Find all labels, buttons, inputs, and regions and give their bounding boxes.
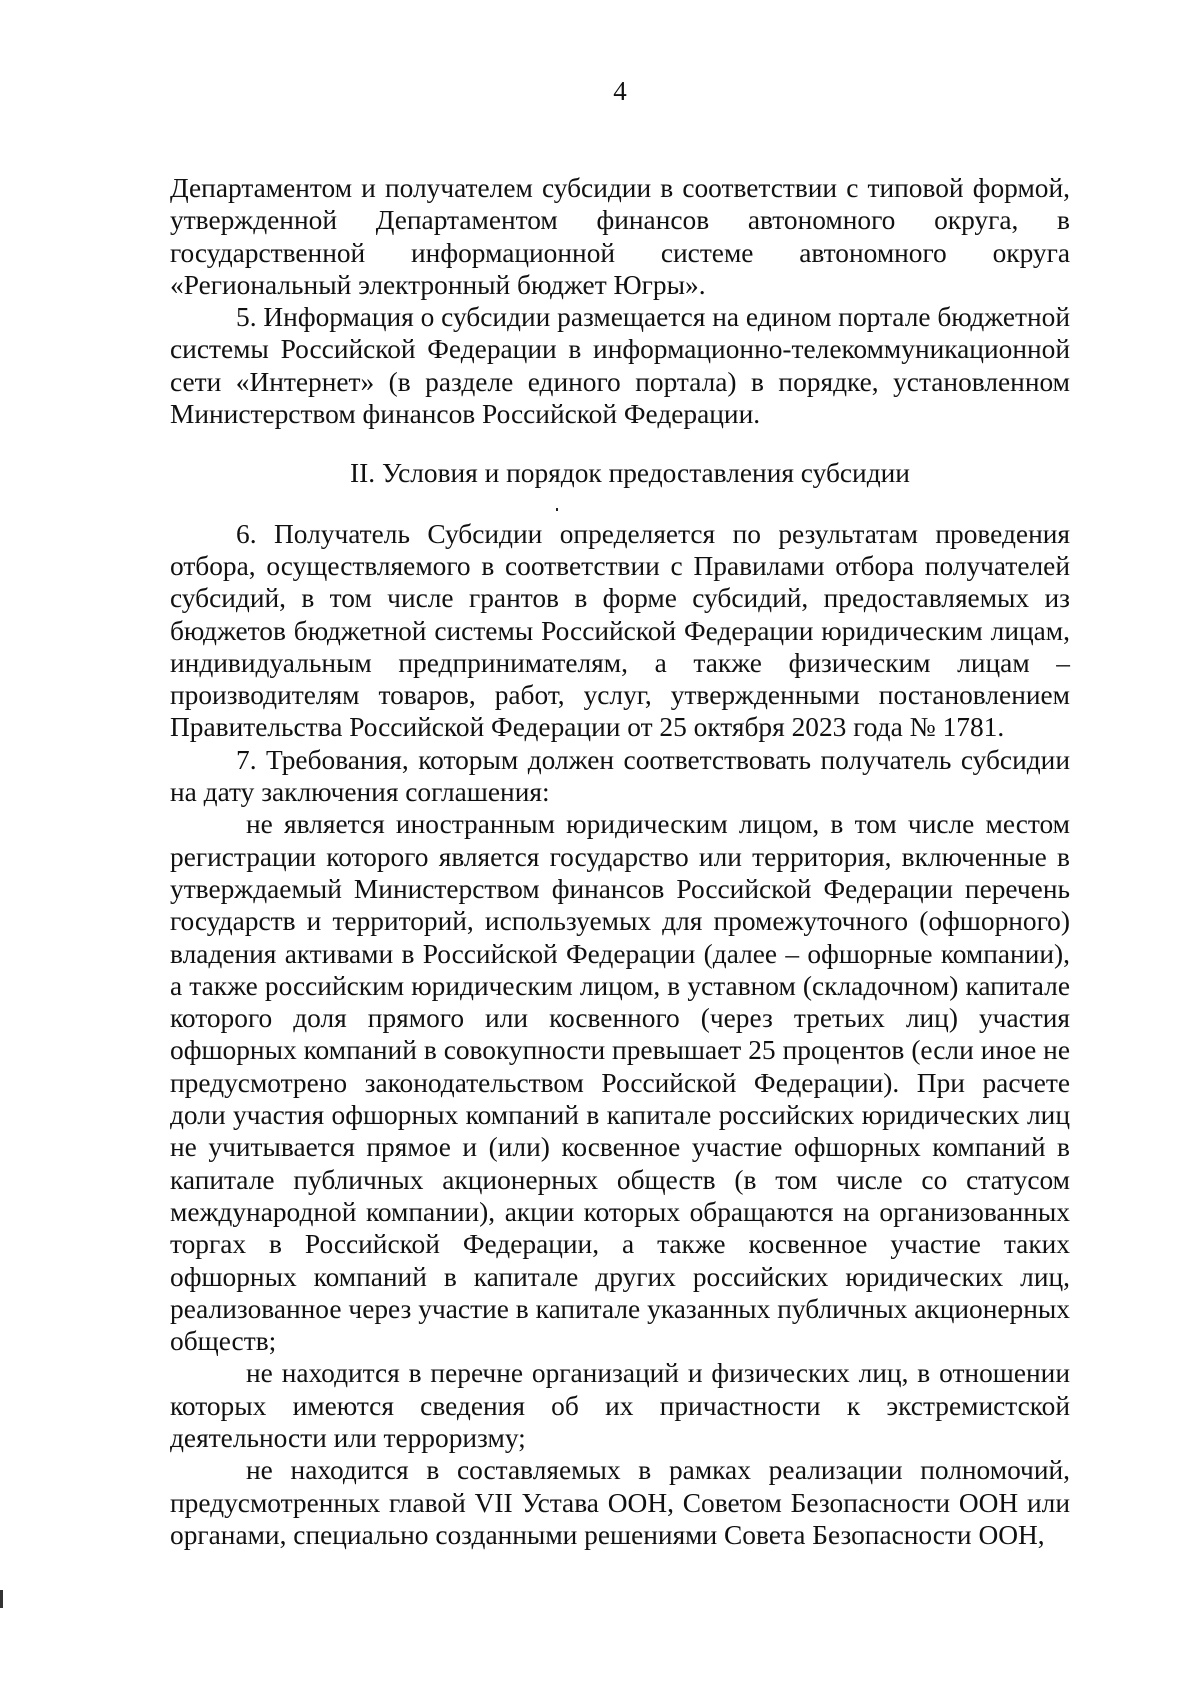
document-body — [170, 172, 1070, 1551]
paragraph-7: 7. Требования, которым должен соответствовать получатель субсидии на дату заключения соглашения: — [170, 744, 1070, 808]
scan-edge-mark — [0, 1590, 3, 1608]
scan-speck — [556, 508, 558, 511]
page-number: 4 — [613, 76, 627, 106]
paragraph-7-item-1: не является иностранным юридическим лицом, в том числе местом регистрации которого является государство или территория, включенные в утверждаемый Министерством финансов Российской Федерации перечень государств и территорий, используемых для промежуточного (офшорного) владения активами в Российской Федерации (далее – офшорные компании), а также российским юридическим лицом, в уставном (складочном) капитале которого доля прямого или косвенного (через третьих лиц) участия офшорных компаний в совокупности превышает 25 процентов (если иное не предусмотрено законодательством Российской Федерации). При расчете доли участия офшорных компаний в капитале российских юридических лиц не учитывается прямое и (или) косвенное участие офшорных компаний в капитале публичных акционерных обществ (в том числе со статусом международной компании), акции которых обращаются на организованных торгах в Российской Федерации, а также косвенное участие таких офшорных компаний в капитале других российских юридических лиц, реализованное через участие в капитале указанных публичных акционерных обществ; — [170, 809, 1070, 1357]
paragraph-5: 5. Информация о субсидии размещается на едином портале бюджетной системы Российской Федерации в информационно-телекоммуникационной сети «Интернет» (в разделе единого портала) в порядке, установленном Министерством финансов Российской Федерации. — [170, 302, 1071, 430]
paragraph-7-item-2: не находится в перечне организаций и физических лиц, в отношении которых имеются сведения об их причастности к экстремистской деятельности или терроризму; — [170, 1358, 1070, 1453]
paragraph-continuation: Департаментом и получателем субсидии в соответствии с типовой формой, утвержденной Департаментом финансов автономного округа, в государственной информационной системе автономного округа «Региональный электронный бюджет Югры». — [170, 173, 1070, 300]
paragraph-7-item-3: не находится в составляемых в рамках реализации полномочий, предусмотренных главой VII Устава ООН, Советом Безопасности ООН или органами, специально созданными решениями Совета Безопасности ООН, — [170, 1455, 1070, 1550]
section-heading: II. Условия и порядок предоставления субсидии — [350, 458, 910, 489]
paragraph-6: 6. Получатель Субсидии определяется по результатам проведения отбора, осуществляемого в соответствии с Правилами отбора получателей субсидий, в том числе грантов в форме субсидий, предоставляемых из бюджетов бюджетной системы Российской Федерации юридическим лицам, индивидуальным предпринимателям, а также физическим лицам – производителям товаров, работ, услуг, утвержденными постановлением Правительства Российской Федерации от 25 октября 2023 года № 1781. — [170, 518, 1070, 743]
